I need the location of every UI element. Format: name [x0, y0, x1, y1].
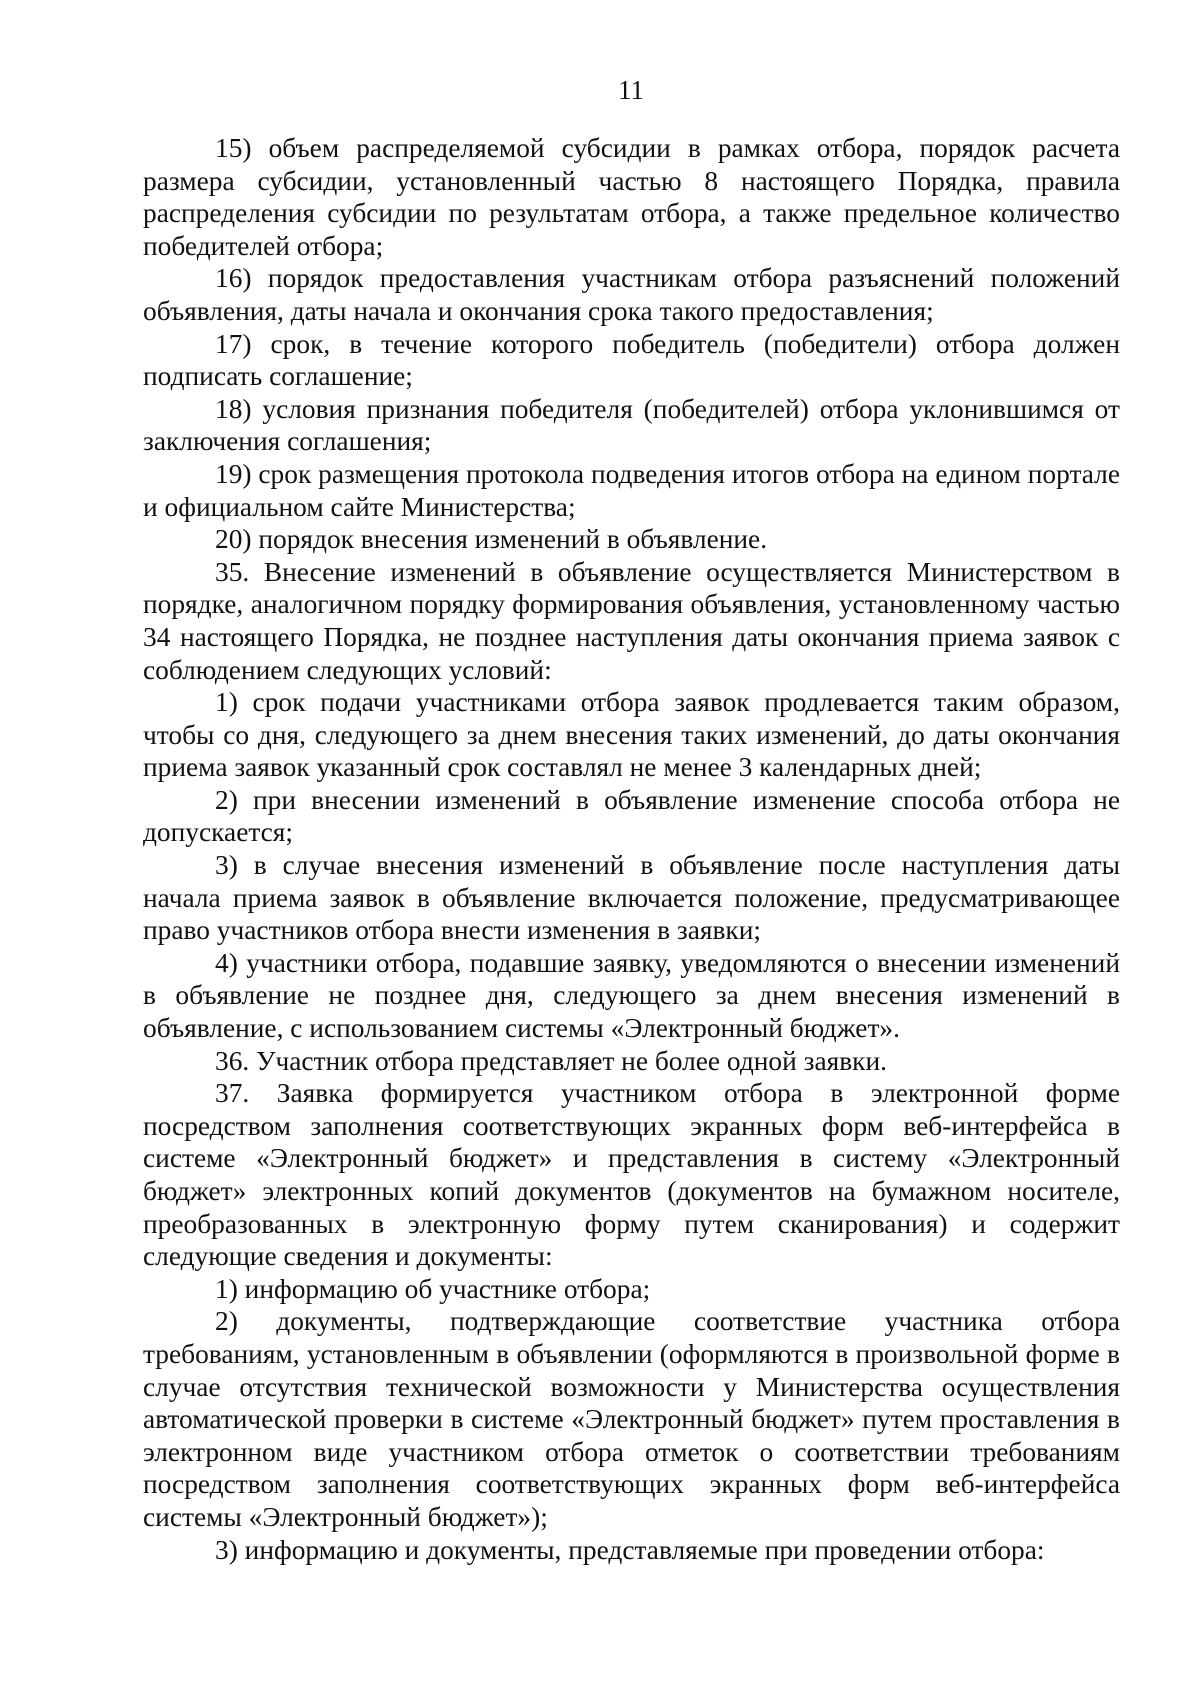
- paragraph-item-19: 19) срок размещения протокола подведения итогов отбора на едином портале и официальном сайте Министерства;: [143, 458, 1120, 522]
- paragraph-35-item-2: 2) при внесении изменений в объявление изменение способа отбора не допускается;: [143, 784, 1120, 848]
- paragraph-37-item-1: 1) информацию об участнике отбора;: [215, 1273, 651, 1304]
- paragraph-35-item-3: 3) в случае внесения изменений в объявление после наступления даты начала приема заявок в объявление включается положение, предусматривающее право участников отбора внести изменения в заявки;: [143, 850, 1120, 946]
- paragraph-item-17: 17) срок, в течение которого победитель (победители) отбора должен подписать соглашение;: [143, 328, 1120, 392]
- paragraph-37-item-2: 2) документы, подтверждающие соответствие участника отбора требованиям, установленным в объявлении (оформляются в произвольной форме в случае отсутствия технической возможности у Министерства осуществления автоматической проверки в системе «Электронный бюджет» путем проставления в электронном виде участником отбора отметок о соответствии требованиям посредством заполнения соответствующих экранных форм веб-интерфейса системы «Электронный бюджет»);: [143, 1306, 1120, 1532]
- paragraph-37-item-3: 3) информацию и документы, представляемые при проведении отбора:: [215, 1534, 1045, 1565]
- paragraph-section-36: 36. Участник отбора представляет не более одной заявки.: [215, 1045, 887, 1076]
- paragraph-35-item-1: 1) срок подачи участниками отбора заявок продлевается таким образом, чтобы со дня, следующего за днем внесения таких изменений, до даты окончания приема заявок указанный срок составлял не менее 3 календарных дней;: [143, 687, 1120, 783]
- paragraph-item-20: 20) порядок внесения изменений в объявление.: [215, 524, 768, 555]
- paragraph-section-35: 35. Внесение изменений в объявление осуществляется Министерством в порядке, аналогичном порядку формирования объявления, установленному частью 34 настоящего Порядка, не позднее наступления даты окончания приема заявок с соблюдением следующих условий:: [143, 556, 1120, 685]
- paragraph-item-15: 15) объем распределяемой субсидии в рамках отбора, порядок расчета размера субсидии, установленный частью 8 настоящего Порядка, правила распределения субсидии по результатам отбора, а также предельное количество победителей отбора;: [143, 133, 1120, 261]
- paragraph-item-16: 16) порядок предоставления участникам отбора разъяснений положений объявления, даты начала и окончания срока такого предоставления;: [143, 263, 1120, 326]
- paragraph-item-18: 18) условия признания победителя (победителей) отбора уклонившимся от заключения соглашения;: [143, 393, 1120, 457]
- document-body: [143, 132, 1120, 1566]
- paragraph-35-item-4: 4) участники отбора, подавшие заявку, уведомляются о внесении изменений в объявление не позднее дня, следующего за днем внесения изменений в объявление, с использованием системы «Электронный бюджет».: [143, 947, 1120, 1044]
- page-number: 11: [618, 75, 644, 105]
- paragraph-section-37: 37. Заявка формируется участником отбора в электронной форме посредством заполнения соответствующих экранных форм веб-интерфейса в системе «Электронный бюджет» и представления в систему «Электронный бюджет» электронных копий документов (документов на бумажном носителе, преобразованных в электронную форму путем сканирования) и содержит следующие сведения и документы:: [143, 1078, 1120, 1272]
